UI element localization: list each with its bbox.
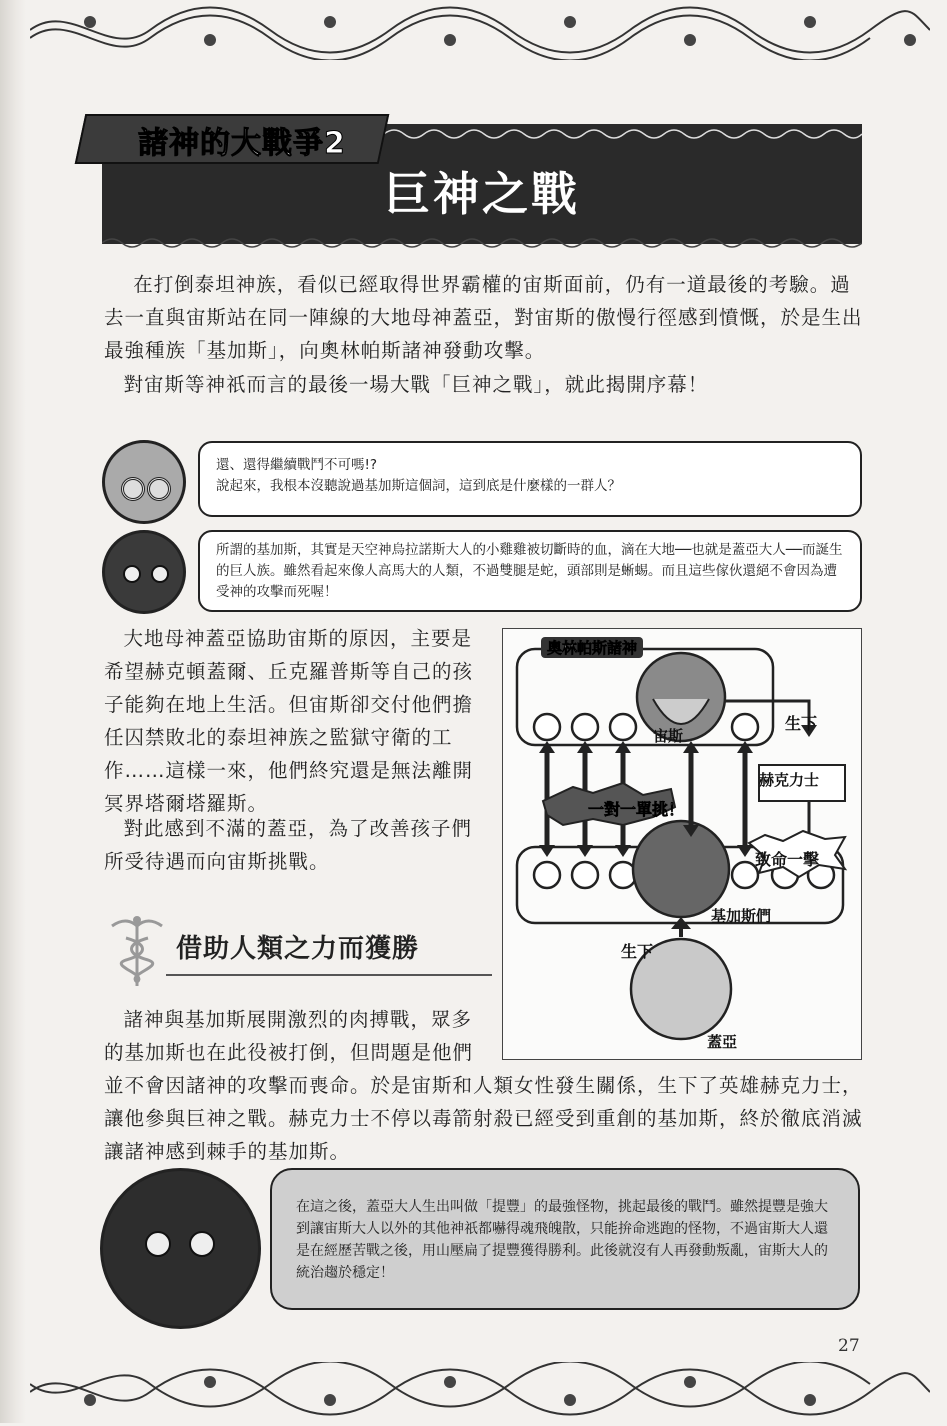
- section-divider: [166, 974, 492, 976]
- intro-paragraph-2: 對宙斯等神祇而言的最後一場大戰「巨神之戰」，就此揭開序幕！: [123, 373, 709, 396]
- label-born-bottom: 生下: [621, 942, 654, 961]
- label-gaia: 蓋亞: [707, 1033, 738, 1051]
- label-duel: 一對一單挑！: [588, 800, 685, 819]
- eye-icon: [189, 1231, 215, 1257]
- label-fatal-blow: 致命一擊: [755, 850, 820, 869]
- eye-icon: [145, 1231, 171, 1257]
- speech-text: 還、還得繼續戰鬥不可嗎!? 說起來，我根本沒聽說過基加斯這個詞，這到底是什麼樣的一群人？: [216, 457, 621, 494]
- speech-bubble-epilogue: [270, 1168, 860, 1310]
- character-avatar-narrator-large: [100, 1168, 261, 1329]
- character-avatar-narrator: [102, 530, 186, 614]
- header-ornament-bottom: [102, 235, 862, 251]
- character-avatar-confused: [102, 440, 186, 524]
- label-zeus: 宙斯: [653, 727, 684, 745]
- eye-icon: [123, 565, 141, 583]
- body-paragraph-3: 諸神與基加斯展開激烈的肉搏戰，眾多的基加斯也在此役被打倒，但問題是他們: [104, 1008, 474, 1064]
- speech-text: 在這之後，蓋亞大人生出叫做「提豐」的最強怪物，挑起最後的戰鬥。雖然提豐是強大到讓宙斯大人以外的其他神祇都嚇得魂飛魄散，只能拚命逃跑的怪物，不過宙斯大人還是在經歷苦戰之後，用山壓扁了提豐獲得勝利。此後就沒有人再發動叛亂，宙斯大人的統治趨於穩定！: [296, 1199, 828, 1281]
- page-number: 27: [838, 1336, 860, 1356]
- header-ornament-top: [384, 126, 862, 142]
- label-born-top: 生下: [785, 714, 818, 733]
- speech-text: 所謂的基加斯，其實是天空神烏拉諾斯大人的小雞雞被切斷時的血，滴在大地──也就是蓋亞大人──而誕生的巨人族。雖然看起來像人高馬大的人類，不過雙腿是蛇，頭部則是蜥蜴。而且這些傢伙還絕不會因為遭受神的攻擊而死喔！: [216, 542, 843, 600]
- label-olympians: 奧林帕斯諸神: [541, 637, 643, 658]
- label-giants: 基加斯們: [711, 907, 772, 925]
- section-heading: [106, 908, 490, 988]
- body-paragraph-2: 對此感到不滿的蓋亞，為了改善孩子們所受待遇而向宙斯挑戰。: [104, 817, 473, 873]
- caduceus-icon: [108, 912, 166, 988]
- top-ornament-border: [30, 0, 930, 60]
- diagram-graphic: [503, 629, 861, 1059]
- speech-bubble-explanation: [198, 530, 862, 612]
- body-paragraph-1: 大地母神蓋亞協助宙斯的原因，主要是希望赫克頓蓋爾、丘克羅普斯等自己的孩子能夠在地上生活。但宙斯卻交付他們擔任囚禁敗北的泰坦神族之監獄守衛的工作……這樣一來，他們終究還是無法離開冥界塔爾塔羅斯。: [104, 627, 474, 815]
- swirl-eye-icon: [147, 477, 171, 501]
- bottom-ornament-border: [30, 1362, 930, 1422]
- battle-diagram: [502, 628, 862, 1060]
- label-herakles: 赫克力士: [759, 771, 820, 789]
- speech-bubble-question: [198, 441, 862, 517]
- giant-portrait: [633, 821, 729, 917]
- page-title: 巨神之戰: [384, 167, 580, 221]
- page-gutter-shadow: [0, 0, 26, 1423]
- section-title: 借助人類之力而獲勝: [176, 934, 420, 964]
- chapter-tag: 諸神的大戰爭2: [138, 126, 346, 161]
- eye-icon: [151, 565, 169, 583]
- swirl-eye-icon: [121, 477, 145, 501]
- intro-paragraph: 在打倒泰坦神族，看似已經取得世界霸權的宙斯面前，仍有一道最後的考驗。過去一直與宙斯站在同一陣線的大地母神蓋亞，對宙斯的傲慢行徑感到憤慨，於是生出最強種族「基加斯」，向奧林帕斯諸神發動攻擊。: [104, 273, 863, 362]
- body-paragraph-4: 並不會因諸神的攻擊而喪命。於是宙斯和人類女性發生關係，生下了英雄赫克力士，讓他參與巨神之戰。赫克力士不停以毒箭射殺已經受到重創的基加斯，終於徹底消滅讓諸神感到棘手的基加斯。: [104, 1074, 863, 1163]
